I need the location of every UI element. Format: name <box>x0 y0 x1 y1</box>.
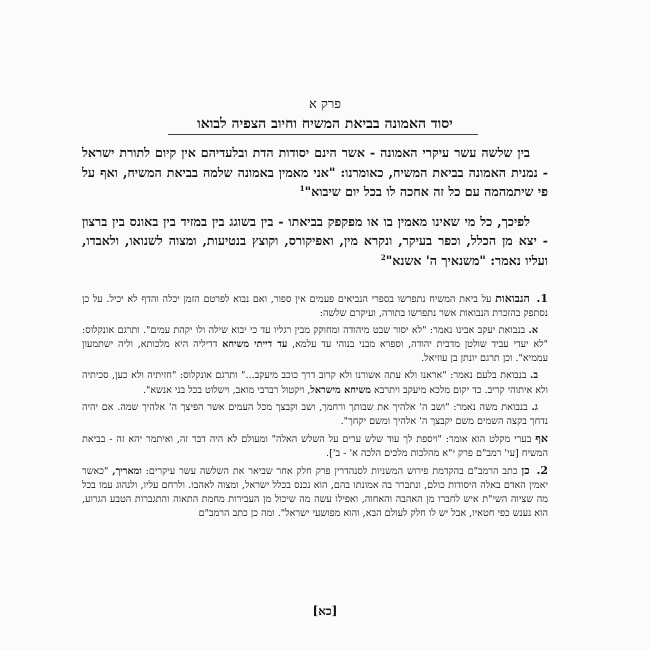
page-number: [כא] <box>312 604 338 618</box>
footnote-lead: כן <box>521 464 530 478</box>
footnote-number: 1. <box>536 292 548 305</box>
footnote-2: 2. כן כתב הרמב"ם בהקדמת פירוש המשניות לסנהדרין פרק חלק אחר שביאר את השלשה עשר עיקרים: ומאריך, "כאשר יאמין האדם באלה היסודות כולם, ונתברר בה אמונתו בהם, הוא נכנס בכלל ישראל, ומצוה לאהבו. ולרחם עליו, ולנהוג עמו בכל מה שציוה השי"ת איש לחברו מן האהבה והאחוה, ואפילו עשה מה שיכול מן העבירות מחמת התאוה והתגברות הטבע הגרוע, הוא נענש כפי חטאיו, אבל יש לו חלק לעולם הבא, והוא מפושעי ישראל". ומה כן כתב הרמב"ם <box>82 464 548 520</box>
footnotes <box>82 292 548 524</box>
chapter-title: יסוד האמונה בביאת המשיח וחיוב הצפיה לבואו <box>197 116 453 132</box>
footnote-ref-1: 1 <box>299 183 305 193</box>
footnote-1: 1. הנבואות על ביאת המשיח נתפרשו בספרי הנביאים פעמים אין ספור, ואם נבוא לפרטם הזמן יכלה והדף לא יכיל. על כן נסתפק בהזכרת הנבואות אשר נתפרשו בתורה, ועיקרם שלשה: <box>82 292 548 320</box>
footnote-ref-2: 2 <box>380 252 386 262</box>
main-paragraph-1: בין שלשה עשר עיקרי האמונה - אשר הינם יסודות הדת ובלעדיהם אין קיום לתורת ישראל - נמנית האמונה בביאת המשיח, כאומרנו: "אני מאמין באמונה שלמה בביאת המשיח, ואף על פי שיתמהמה עם כל זה אחכה לו בכל יום שיבוא"$^1$ <box>82 145 548 199</box>
footnote-number: 2. <box>536 464 548 478</box>
title-divider <box>168 134 478 135</box>
footnote-1-item-c: ג. בנבואת משה נאמר: "ושב ה' אלהיך את שבותך ורחמך, ושב וקבצך מכל העמים אשר הפיצך ה' אלהיך שמה. אם יהיה נדחך בקצה השמים משם יקבצך ה' אלהיך ומשם יקחך". <box>82 401 548 427</box>
footnote-1-item-b: ב. בנבואת בלעם נאמר: "אראנו ולא עתה אשורנו ולא קרוב דרך כוכב מיעקב..." ותרגם אונקלוס: "חזיתיה ולא כען, סכיתיה ולא איתוהי קריב. כד יקום מלכא מיעקב ויתרבא משיחא מישראל, ויקטול רברבי מואב, וישלוט בכל בני אנשא". <box>82 370 548 396</box>
footnote-lead: הנבואות <box>495 292 530 305</box>
main-text <box>82 143 548 280</box>
chapter-label: פרק א <box>308 97 342 112</box>
footnote-1-item-a: א. בנבואת יעקב אבינו נאמר: "לא יסור שבט מיהודה ומחוקק מבין רגליו עד כי יבוא שילה ולו יקהת עמים". ותרגם אונקלוס: "לא יעדי עביד שולטן מדבית יהודה, וספרא מבני בנוהי עד עלמא, עד דייתי משיחא דדיליה היא מלכותא, וליה ישתמעון עממיא". וכן תרגם יונתן בן עוזיאל. <box>82 325 548 365</box>
footnote-1-item-d: אף בערי מקלט הוא אומר: "ויספת לך עוד שלש ערים על השלש האלה" ומעולם לא היה דבר זה, ואיתמר יהא זה - בביאת המשיח [עי' רמב"ם פרק י"א מהלכות מלכים הלכה א' - ב']. <box>82 431 548 459</box>
main-paragraph-2: לפיכך, כל מי שאינו מאמין בו או מפקפק בביאתו - בין בשוגג בין במזיד בין באונס בין ברצון - יצא מן הכלל, וכפר בעיקר, ונקרא מין, ואפיקורס, וקוצץ בנטיעות, ומצוה לשנואו, ולאבדו, ועליו נאמר: "משנאיך ה' אשנא"$^2$ <box>82 213 548 268</box>
